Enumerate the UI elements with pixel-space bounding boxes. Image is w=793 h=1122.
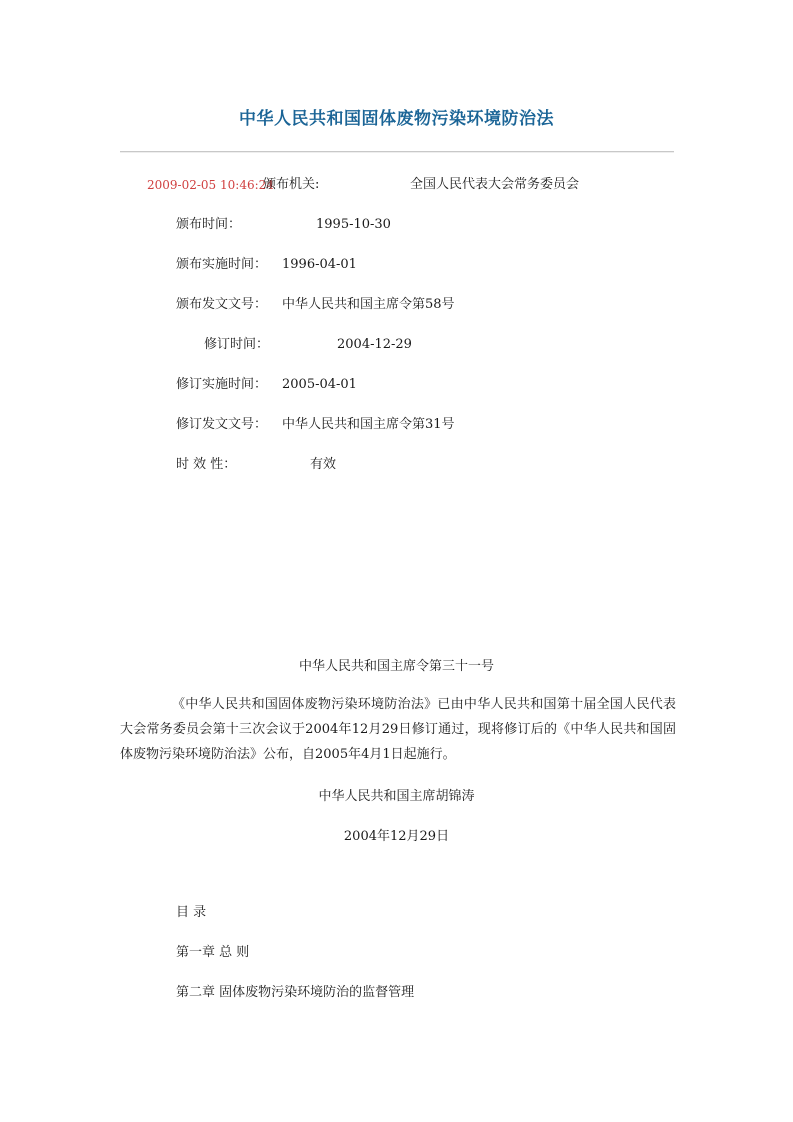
issue-date-value: 1995-10-30 [316,217,391,232]
issuer-label: 颁布机关: [263,177,320,192]
doc-number-value: 中华人民共和国主席令第58号 [282,297,455,312]
publish-timestamp: 2009-02-05 10:46:24 [147,178,274,192]
revision-doc-value: 中华人民共和国主席令第31号 [282,417,455,432]
toc-heading: 目 录 [176,905,207,920]
revision-doc-label: 修订发文文号： [176,417,268,432]
toc-chapter-1: 第一章 总 则 [176,945,250,960]
validity-value: 有效 [310,457,337,472]
page-title: 中华人民共和国固体废物污染环境防治法 [239,109,554,129]
issuer-value: 全国人民代表大会常务委员会 [410,177,580,192]
revision-date-value: 2004-12-29 [337,337,412,352]
validity-label: 时 效 性： [176,457,237,472]
doc-number-label: 颁布发文文号： [176,297,268,312]
toc-chapter-2: 第二章 固体废物污染环境防治的监督管理 [176,985,415,1000]
revision-date-label: 修订时间： [204,337,270,352]
revision-effective-value: 2005-04-01 [282,377,357,392]
issue-date-label: 颁布时间： [176,217,242,232]
signing-date: 2004年12月29日 [343,829,450,844]
signatory: 中华人民共和国主席胡锦涛 [318,789,475,804]
title-divider [120,151,674,152]
announcement-paragraph: 《中华人民共和国固体废物污染环境防治法》已由中华人民共和国第十届全国人民代表大会常务委员会第十三次会议于2004年12月29日修订通过，现将修订后的《中华人民共和国固体废物污染环境防治法》公布，自2005年4月1日起施行。 [120,697,676,762]
revision-effective-label: 修订实施时间： [176,377,268,392]
order-heading: 中华人民共和国主席令第三十一号 [298,659,494,674]
effective-date-label: 颁布实施时间： [176,257,268,272]
effective-date-value: 1996-04-01 [282,257,357,272]
